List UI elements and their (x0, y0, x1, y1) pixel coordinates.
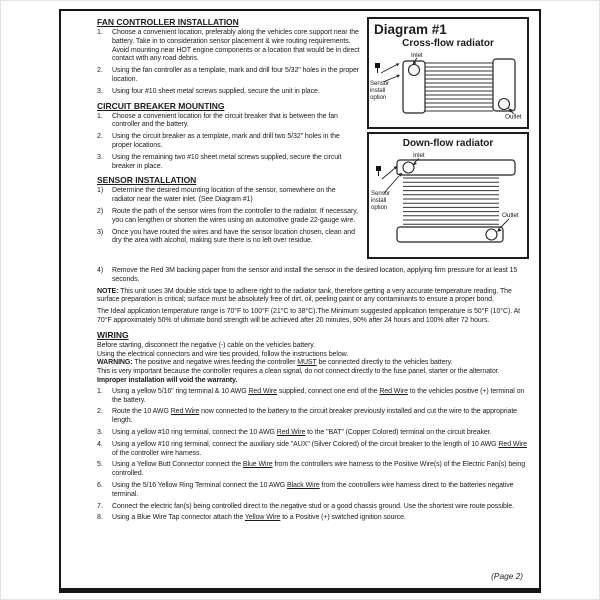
sensor-arrowhead-1 (396, 63, 400, 66)
sensor-option-label-line3: option (370, 94, 387, 101)
fan-controller-installation-heading: FAN CONTROLLER INSTALLATION (97, 17, 239, 27)
outlet-circle (486, 229, 497, 240)
breaker-step-3 (97, 154, 360, 172)
step-text (112, 503, 529, 512)
sensor-option-label-line3: option (371, 204, 388, 211)
note-label: NOTE: (97, 287, 119, 295)
breaker-step-2 (97, 133, 360, 151)
step-text (112, 429, 529, 438)
sensor-probe-icon (376, 166, 381, 171)
warning-text-2: be connected directly to the vehicles battery. (316, 359, 453, 367)
step-number: 3) (97, 228, 104, 236)
wiring-step-6 (97, 482, 529, 500)
step-number: 1) (97, 187, 104, 195)
breaker-step-1 (97, 113, 360, 131)
step-number: 1. (97, 112, 103, 120)
outlet-label: Outlet (505, 113, 522, 119)
step-text: Determine the desired mounting location of the sensor, somewhere on the radiator near the water inlet. (See Diagram #1) (112, 187, 336, 204)
step-number: 2. (97, 67, 103, 75)
wiring-step-5 (97, 461, 529, 479)
sensor-option-label-line2: install (371, 197, 387, 204)
yellow-wire-underlined: Yellow Wire (244, 514, 281, 522)
wiring-step-3 (97, 429, 529, 438)
wiring-step-1 (97, 388, 529, 406)
fan-step-3 (97, 88, 360, 97)
sensor-installation-heading: SENSOR INSTALLATION (97, 175, 197, 186)
downflow-title: Down-flow radiator (402, 138, 494, 149)
sensor-probe-icon (375, 63, 380, 68)
warning-must: MUST (297, 359, 317, 367)
outlet-circle (499, 99, 510, 110)
wiring-step-4 (97, 441, 529, 459)
sensor-option-label-line1: Sensor (371, 190, 391, 197)
outlet-label: Outlet (502, 212, 519, 219)
step-text: Choose a convenient location for the circuit breaker that is between the fan controller and the battery. (112, 112, 338, 129)
text-segment: Route the 10 AWG (112, 408, 171, 416)
step-number: 4. (97, 440, 103, 448)
diagram-title: Diagram #1 (374, 22, 447, 37)
step-text (112, 441, 529, 459)
step-text: Using the circuit breaker as a template, mark and drill two 5/32" holes in the proper locations. (112, 133, 340, 149)
text-segment: Using a yellow 5/16" ring terminal & 10 AWG (112, 387, 249, 395)
radiator-core-lines (403, 178, 499, 224)
inlet-circle (409, 65, 420, 76)
step-text: Once you have routed the wires and have the sensor location chosen, clean and dry the area with alcohol, making sure there is no left over residue. (112, 228, 355, 245)
page-content (61, 11, 539, 526)
step-text: Using the fan controller as a template, mark and drill four 5/32" holes in the proper location. (112, 67, 360, 83)
step-number: 2. (97, 133, 103, 141)
wiring-step-7 (97, 503, 529, 512)
sensor-step-4 (97, 267, 529, 285)
blue-wire-underlined: Blue Wire (242, 461, 273, 469)
sensor-arrow-1 (382, 169, 395, 180)
crossflow-title: Cross-flow radiator (402, 38, 494, 49)
step-number: 3. (97, 153, 103, 161)
sensor-arrowhead-2 (396, 75, 400, 78)
step-number: 2) (97, 207, 104, 215)
sensor-arrow-1 (381, 65, 396, 73)
step-number: 2. (97, 408, 103, 416)
text-segment: Using a yellow #10 ring terminal, connect the auxiliary side "AUX" (Silver Colored) of the circuit breaker to the length of 10 AWG (112, 440, 499, 448)
circuit-breaker-mounting-heading: CIRCUIT BREAKER MOUNTING (97, 100, 225, 111)
text-segment: now connected to the battery to the circuit breaker previously installed and cut the wire to the appropriate length. (112, 408, 517, 425)
inlet-circle (403, 162, 414, 173)
text-segment: Using a Yellow Butt Connector connect the (112, 461, 243, 469)
red-wire-underlined: Red Wire (170, 408, 200, 416)
step-text: Using four #10 sheet metal screws supplied, secure the unit in place. (112, 87, 320, 95)
note-text: This unit uses 3M double stick tape to adhere right to the radiator tank, therefore getting a very accurate temperature reading. The surface preparation is critical; surface must be absolutely free of dirt, oil, peeling paint or any contaminants to ensure a proper bond. (97, 287, 512, 304)
step-text (112, 482, 529, 500)
wiring-heading: WIRING (97, 329, 129, 340)
warning-label: WARNING: (97, 359, 133, 367)
sensor-option-label-line1: Sensor (370, 80, 390, 87)
fan-step-1 (97, 29, 360, 64)
text-segment: Using the 5/16 Yellow Ring Terminal connect the 10 AWG (112, 481, 287, 489)
step-text: Remove the Red 3M backing paper from the sensor and install the sensor in the desired location, applying firm pressure for at least 15 seconds. (112, 267, 518, 283)
text-segment: Connect the electric fan(s) being controlled direct to the negative stud or a good chassis ground. Use the shortest wire route possible. (112, 502, 514, 510)
crossflow-diagram-box (367, 17, 529, 129)
step-number: 1. (97, 387, 103, 395)
page-number: (Page 2) (491, 571, 523, 581)
text-segment: to a Positive (+) switched ignition source. (280, 514, 406, 522)
red-wire-underlined: Red Wire (276, 428, 306, 436)
note-paragraph (97, 288, 529, 306)
step-text (112, 388, 529, 406)
text-segment: from the controllers wire harness to the Positive Wire(s) of the Electric Fan(s) being controlled. (112, 461, 526, 478)
diagram-panel (367, 17, 529, 259)
top-two-column-area (97, 17, 529, 267)
step-number: 7. (97, 502, 103, 510)
step-text: Route the path of the sensor wires from the controller to the radiator. If necessary, you can lengthen or shorten the wires using an automotive grade 22-gauge wire. (112, 207, 358, 224)
text-segment: Using a yellow #10 ring terminal, connect the 10 AWG (112, 428, 277, 436)
wiring-important (97, 368, 529, 386)
important-text: This is very important because the controller requires a clean signal, do not connect directly to the fuse panel, starter or the alternator. (97, 368, 500, 376)
outlet-arrow (500, 219, 509, 228)
step-number: 3. (97, 87, 103, 95)
downflow-radiator-drawing (369, 149, 527, 249)
text-segment: to the "BAT" (Copper Colored) terminal on the circuit breaker. (305, 428, 492, 436)
wiring-step-8 (97, 514, 529, 523)
sensor-step-2 (97, 208, 360, 226)
sensor-option-label-line2: install (370, 87, 386, 94)
step-number: 3. (97, 428, 103, 436)
wiring-step-2 (97, 408, 529, 426)
radiator-core-lines (425, 63, 493, 111)
fan-step-2 (97, 67, 360, 85)
text-segment: to the vehicles positive (+) terminal on the battery. (112, 387, 525, 404)
text-segment: from the controllers wire harness direct to the batteries negative terminal. (112, 481, 514, 498)
important-bold: Improper installation will void the warranty. (97, 376, 238, 384)
text-segment: of the controller wire harness. (112, 449, 202, 457)
text-segment: Using a Blue Wire Tap connector attach the (112, 514, 245, 522)
red-wire-underlined: Red Wire (379, 387, 408, 395)
temperature-paragraph: The Ideal application temperature range is 70°F to 100°F (21°C to 38°C).The Minimum suggested application temperature is 50°F (10°C). At 70°F approximately 50% of ultimate bond strength will be achieved after 20 minutes, 90% after 24 hours and 100% after 72 hours. (97, 308, 521, 324)
wiring-intro-1: Before starting, disconnect the negative (-) cable on the vehicles battery. (97, 341, 315, 349)
step-number: 6. (97, 481, 103, 489)
inlet-label: Inlet (411, 52, 423, 59)
crossflow-radiator-drawing (369, 49, 527, 119)
step-number: 8. (97, 514, 103, 522)
wiring-warning (97, 359, 529, 368)
wiring-intro-2: Using the electrical connectors and wire ties provided, follow the instructions below. (97, 350, 349, 358)
downflow-diagram-box (367, 132, 529, 259)
red-wire-underlined: Red Wire (498, 440, 527, 448)
step-number: 1. (97, 29, 103, 36)
sensor-step-3 (97, 229, 360, 247)
step-text: Using the remaining two #10 sheet metal screws supplied, secure the circuit breaker in place. (112, 153, 342, 170)
step-text: Choose a convenient location, preferably along the vehicles core support near the battery. Take in to consideration sensor placement & wire routing requirements. Avoid mounting near HOT engine components or a location that would be in direct contact with any road debris. (112, 29, 360, 63)
step-text (112, 514, 529, 523)
warning-text: The positive and negative wires feeding the controller (132, 359, 298, 367)
red-wire-underlined: Red Wire (248, 387, 277, 395)
sensor-step-1 (97, 187, 360, 205)
document-page (59, 9, 541, 593)
inlet-label: Inlet (413, 152, 425, 159)
step-text (112, 461, 529, 479)
black-wire-underlined: Black Wire (286, 481, 320, 489)
left-text-column (97, 17, 360, 246)
text-segment: supplied, connect one end of the (276, 387, 380, 395)
step-text (112, 408, 529, 426)
step-number: 5. (97, 461, 103, 469)
step-number: 4) (97, 267, 104, 274)
